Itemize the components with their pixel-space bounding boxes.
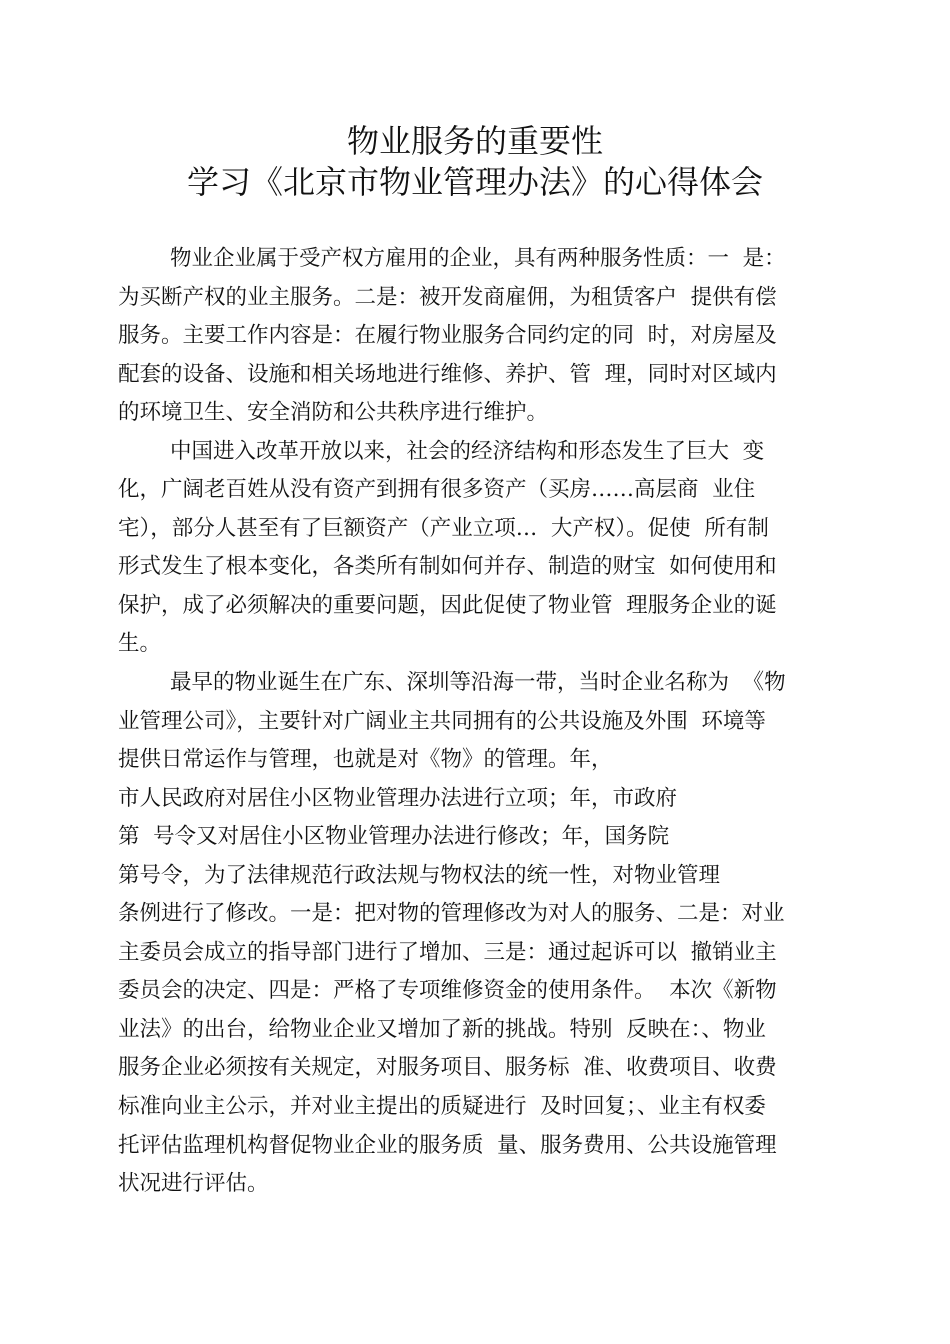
paragraph-line: 的环境卫生、安全消防和公共秩序进行维护。 [118, 400, 549, 426]
paragraph-line: 条例进行了修改。一是：把对物的管理修改为对人的服务、二是：对业 [118, 901, 785, 927]
paragraph-line: 业管理公司》，主要针对广阔业主共同拥有的公共设施及外围 环境等 [118, 708, 766, 734]
document-subtitle: 学习《北京市物业管理办法》的心得体会 [186, 163, 763, 201]
document-title: 物业服务的重要性 [346, 122, 603, 160]
paragraph-first-line: 最早的物业诞生在广东、深圳等沿海一带，当时企业名称为 《物 [170, 670, 786, 696]
paragraph-line: 保护，成了必须解决的重要问题，因此促使了物业管 理服务企业的诞 [118, 592, 777, 618]
paragraph-line: 服务。主要工作内容是：在履行物业服务合同约定的同 时，对房屋及 [118, 323, 777, 349]
paragraph-line: 生。 [118, 631, 162, 657]
paragraph-line: 托评估监理机构督促物业企业的服务质 量、服务费用、公共设施管理 [118, 1132, 777, 1158]
paragraph-line: 业法》的出台，给物业企业又增加了新的挑战。特别 反映在：、物业 [118, 1016, 766, 1042]
paragraph-line: 委员会的决定、四是：严格了专项维修资金的使用条件。 本次《新物 [118, 978, 777, 1004]
paragraph-line: 化，广阔老百姓从没有资产到拥有很多资产（买房……高层商 业住 [118, 477, 756, 503]
paragraph-line: 宅），部分人甚至有了巨额资产（产业立项… 大产权）。促使 所有制 [118, 515, 769, 541]
paragraph-line: 配套的设备、设施和相关场地进行维修、养护、管 理，同时对区域内 [118, 361, 777, 387]
paragraph-line: 形式发生了根本变化，各类所有制如何并存、制造的财宝 如何使用和 [118, 554, 777, 580]
paragraph-first-line: 物业企业属于受产权方雇用的企业，具有两种服务性质：一 是： [170, 246, 786, 271]
paragraph-first-line: 中国进入改革开放以来，社会的经济结构和形态发生了巨大 变 [170, 438, 765, 464]
paragraph-line: 第号令，为了法律规范行政法规与物权法的统一性，对物业管理 [118, 862, 721, 888]
paragraph-line: 标准向业主公示，并对业主提出的质疑进行 及时回复；、业主有权委 [118, 1094, 766, 1120]
paragraph-line: 状况进行评估。 [118, 1171, 269, 1197]
paragraph-line: 提供日常运作与管理，也就是对《物》的管理。年， [118, 747, 613, 773]
document-body [118, 240, 858, 1204]
paragraph-line: 为买断产权的业主服务。二是：被开发商雇佣，为租赁客户 提供有偿 [118, 284, 777, 310]
paragraph-line: 主委员会成立的指导部门进行了增加、三是：通过起诉可以 撤销业主 [118, 939, 777, 965]
paragraph-line: 第 号令又对居住小区物业管理办法进行修改；年，国务院 [118, 824, 670, 850]
paragraph-line: 市人民政府对居住小区物业管理办法进行立项；年，市政府 [118, 785, 678, 811]
paragraph-line: 服务企业必须按有关规定，对服务项目、服务标 准、收费项目、收费 [118, 1055, 777, 1081]
